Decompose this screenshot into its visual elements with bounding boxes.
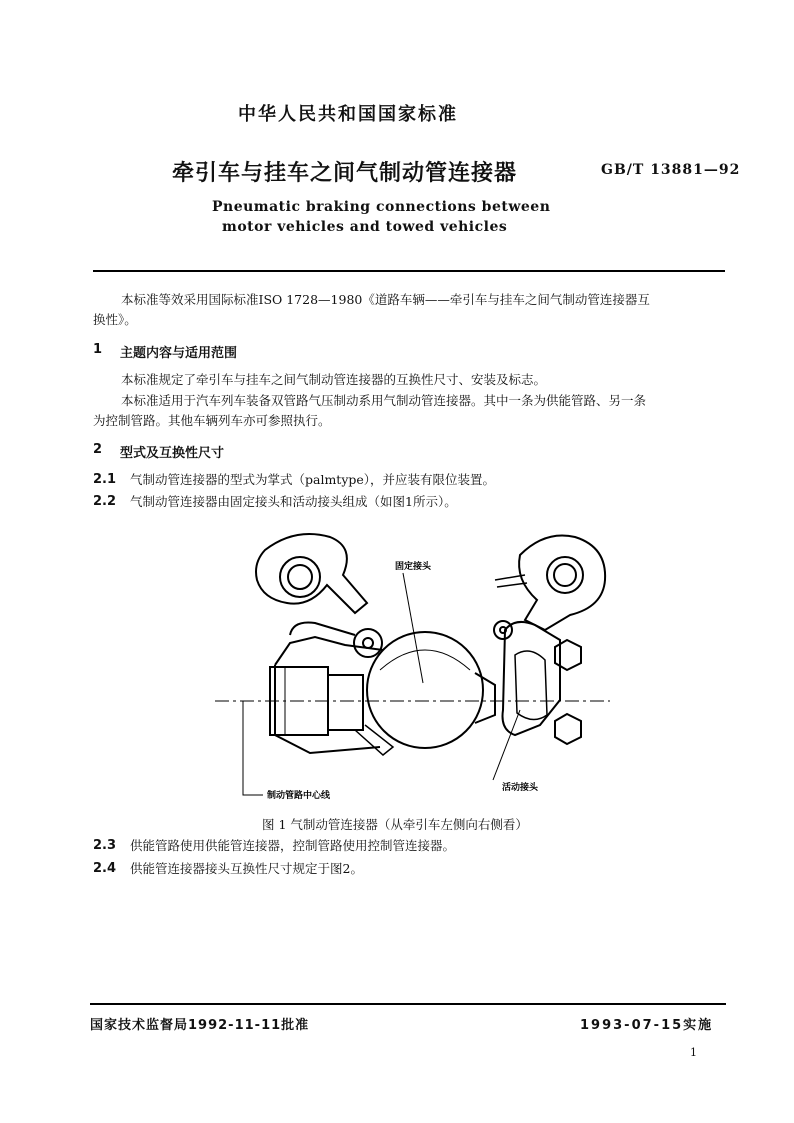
clause-2-3-number: 2.3 — [93, 838, 117, 853]
section1-number: 1 — [93, 342, 103, 357]
section2-title: 型式及互换性尺寸 — [120, 446, 225, 461]
standard-code: GB/T 13881—92 — [601, 162, 741, 178]
section1-paragraph2-line1: 本标准适用于汽车列车装备双管路气压制动系用气制动管连接器。其中一条为供能管路、另一条 — [121, 393, 647, 408]
approval-date: 国家技术监督局1992-11-11批准 — [90, 1018, 310, 1033]
national-standard-heading: 中华人民共和国国家标准 — [238, 104, 458, 125]
clause-2-3-text: 供能管路使用供能管连接器，控制管路使用控制管连接器。 — [130, 838, 456, 853]
footer-rule — [90, 1003, 726, 1005]
section1-title: 主题内容与适用范围 — [120, 346, 238, 361]
intro-line1: 本标准等效采用国际标准ISO 1728—1980《道路车辆——牵引车与挂车之间气制动管连接器互 — [121, 292, 650, 307]
clause-2-1-text: 气制动管连接器的型式为掌式（palmtype），并应装有限位装置。 — [130, 472, 496, 487]
english-title-line1: Pneumatic braking connections between — [212, 199, 551, 215]
english-title-line2: motor vehicles and towed vehicles — [222, 219, 508, 235]
label-fixed-joint: 固定接头 — [395, 562, 432, 572]
effective-date: 1993-07-15实施 — [580, 1018, 714, 1033]
label-movable-joint: 活动接头 — [502, 783, 539, 793]
clause-2-1-number: 2.1 — [93, 472, 117, 487]
clause-2-4-text: 供能管连接器接头互换性尺寸规定于图2。 — [130, 861, 363, 876]
section1-paragraph1: 本标准规定了牵引车与挂车之间气制动管连接器的互换性尺寸、安装及标志。 — [121, 372, 547, 387]
figure1-caption: 图 1 气制动管连接器（从牵引车左侧向右侧看） — [262, 817, 528, 832]
page-number: 1 — [690, 1046, 697, 1059]
label-centerline: 制动管路中心线 — [267, 791, 331, 801]
figure1-drawing — [215, 525, 615, 810]
section1-paragraph2-line2: 为控制管路。其他车辆列车亦可参照执行。 — [93, 413, 331, 428]
intro-line2: 换性》。 — [93, 312, 137, 327]
document-title: 牵引车与挂车之间气制动管连接器 — [172, 161, 518, 186]
clause-2-2-number: 2.2 — [93, 494, 117, 509]
section2-number: 2 — [93, 442, 103, 457]
clause-2-4-number: 2.4 — [93, 861, 117, 876]
header-rule — [93, 270, 725, 272]
clause-2-2-text: 气制动管连接器由固定接头和活动接头组成（如图1所示）。 — [130, 494, 457, 509]
